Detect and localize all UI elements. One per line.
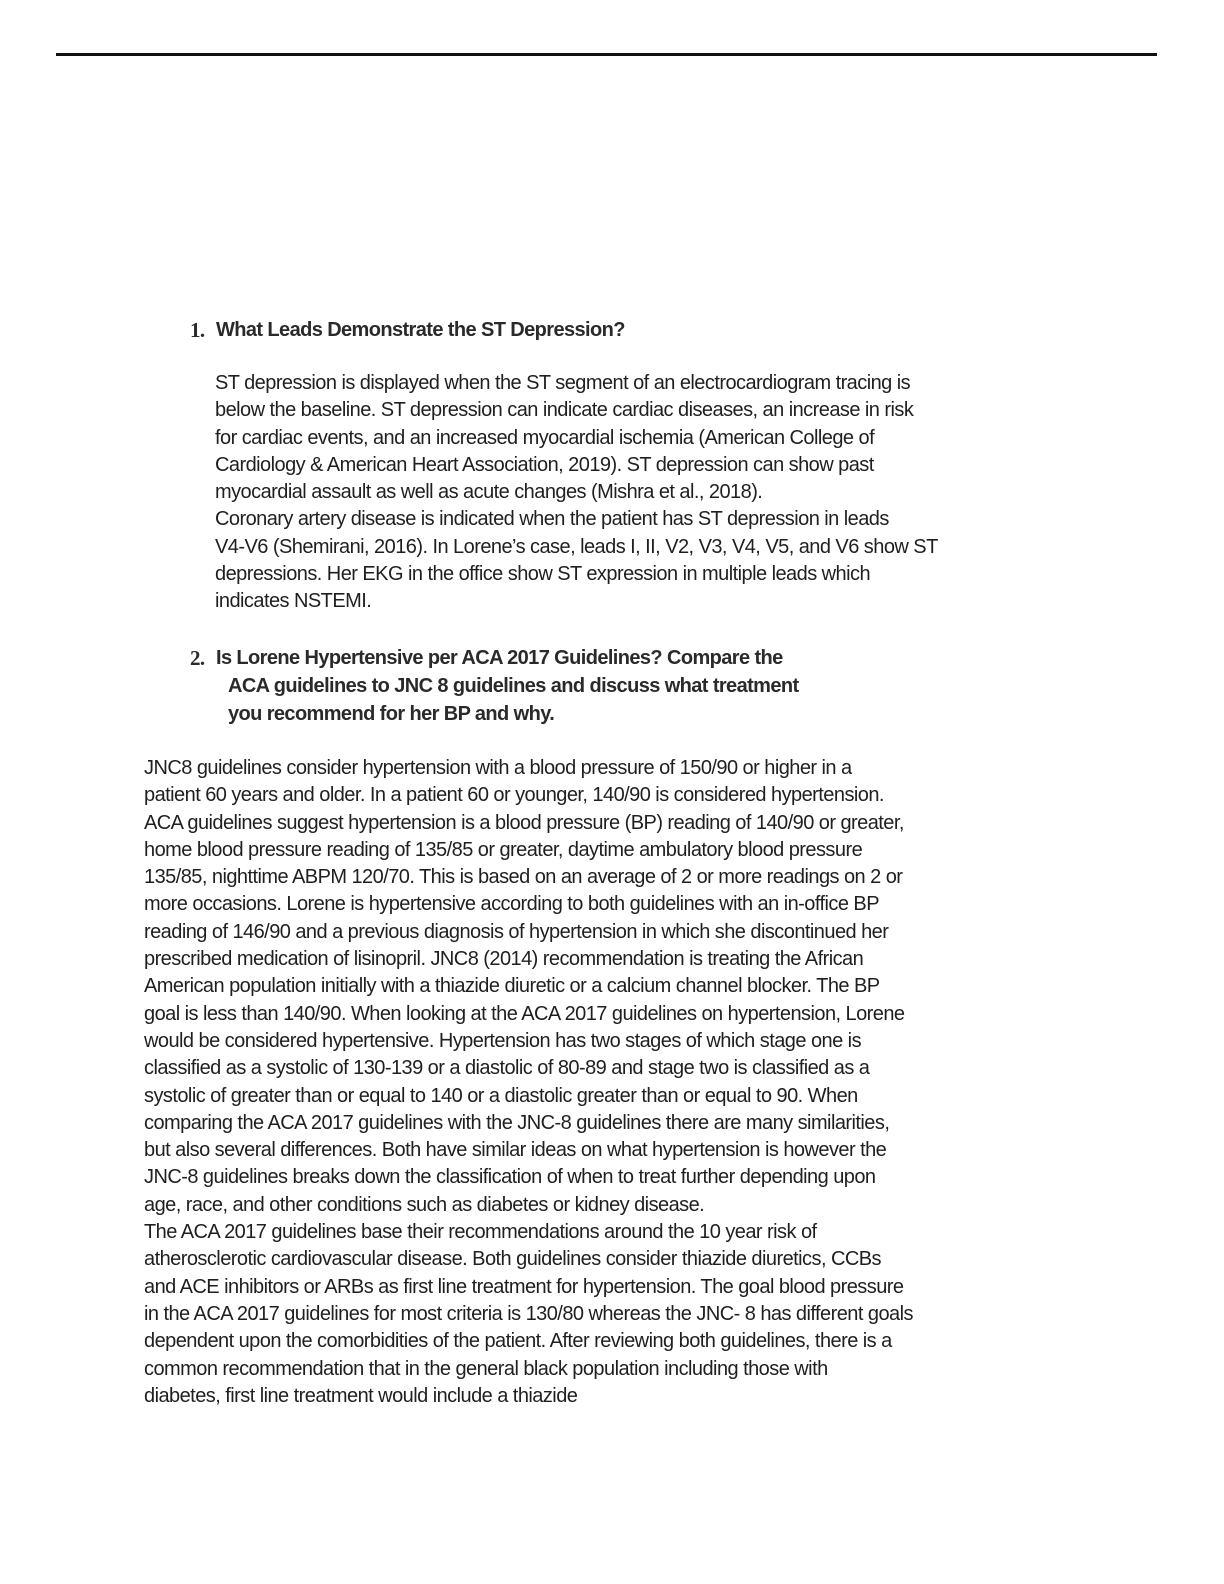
answer-line: reading of 146/90 and a previous diagnosis of hypertension in which she discontinued her (144, 920, 889, 943)
answer-line: and ACE inhibitors or ARBs as first line treatment for hypertension. The goal blood pressure (144, 1275, 904, 1298)
answer-line: would be considered hypertensive. Hypertension has two stages of which stage one is (144, 1029, 862, 1052)
question-2-title-line: you recommend for her BP and why. (228, 703, 555, 725)
answer-line: comparing the ACA 2017 guidelines with the JNC-8 guidelines there are many similarities, (144, 1111, 890, 1134)
answer-line: common recommendation that in the general black population including those with (144, 1357, 828, 1380)
answer-line: dependent upon the comorbidities of the patient. After reviewing both guidelines, there is a (144, 1330, 892, 1353)
answer-line: JNC-8 guidelines breaks down the classification of when to treat further depending upon (144, 1166, 876, 1189)
answer-line: home blood pressure reading of 135/85 or greater, daytime ambulatory blood pressure (144, 838, 863, 861)
question-2-title-line: ACA guidelines to JNC 8 guidelines and discuss what treatment (228, 675, 799, 697)
question-1-answer (215, 370, 1095, 616)
answer-line: atherosclerotic cardiovascular disease. Both guidelines consider thiazide diuretics, CCBs (144, 1248, 881, 1271)
answer-line: in the ACA 2017 guidelines for most criteria is 130/80 whereas the JNC- 8 has different goals (144, 1302, 913, 1325)
answer-line: prescribed medication of lisinopril. JNC8 (2014) recommendation is treating the African (144, 948, 864, 971)
answer-line: below the baseline. ST depression can indicate cardiac diseases, an increase in risk (215, 399, 914, 422)
question-1-heading (190, 316, 1090, 346)
question-2-number: 2. (190, 646, 205, 670)
answer-line: V4-V6 (Shemirani, 2016). In Lorene’s case, leads I, II, V2, V3, V4, V5, and V6 show ST (215, 535, 938, 558)
answer-line: Cardiology & American Heart Association, 2019). ST depression can show past (215, 453, 874, 476)
answer-line: depressions. Her EKG in the office show ST expression in multiple leads which (215, 563, 871, 586)
answer-line: patient 60 years and older. In a patient 60 or younger, 140/90 is considered hypertension. (144, 784, 884, 807)
answer-line: for cardiac events, and an increased myocardial ischemia (American College of (215, 426, 875, 449)
answer-line: goal is less than 140/90. When looking at the ACA 2017 guidelines on hypertension, Lorene (144, 1002, 905, 1025)
answer-line: The ACA 2017 guidelines base their recommendations around the 10 year risk of (144, 1221, 817, 1244)
answer-line: ST depression is displayed when the ST segment of an electrocardiogram tracing is (215, 372, 911, 394)
answer-line: ACA guidelines suggest hypertension is a blood pressure (BP) reading of 140/90 or greater, (144, 811, 904, 834)
answer-line: JNC8 guidelines consider hypertension with a blood pressure of 150/90 or higher in a (144, 757, 852, 779)
header-rule (56, 53, 1157, 56)
answer-line: Coronary artery disease is indicated when the patient has ST depression in leads (215, 508, 889, 531)
answer-line: 135/85, nighttime ABPM 120/70. This is based on an average of 2 or more readings on 2 or (144, 866, 903, 889)
question-2-heading (190, 644, 1090, 734)
question-2-title-line: Is Lorene Hypertensive per ACA 2017 Guidelines? Compare the (216, 647, 783, 669)
answer-line: more occasions. Lorene is hypertensive according to both guidelines with an in-office BP (144, 893, 880, 916)
question-1-title: What Leads Demonstrate the ST Depression? (216, 319, 625, 341)
answer-line: myocardial assault as well as acute changes (Mishra et al., 2018). (215, 481, 763, 504)
question-1-number: 1. (190, 318, 205, 342)
answer-line: American population initially with a thiazide diuretic or a calcium channel blocker. The BP (144, 975, 880, 998)
answer-line: classified as a systolic of 130-139 or a diastolic of 80-89 and stage two is classified as a (144, 1057, 870, 1080)
answer-line: systolic of greater than or equal to 140 or a diastolic greater than or equal to 90. When (144, 1084, 858, 1107)
answer-line: but also several differences. Both have similar ideas on what hypertension is however the (144, 1139, 887, 1162)
answer-line: age, race, and other conditions such as diabetes or kidney disease. (144, 1193, 705, 1216)
answer-line: diabetes, first line treatment would include a thiazide (144, 1384, 578, 1407)
answer-line: indicates NSTEMI. (215, 590, 372, 613)
question-2-answer (144, 755, 1084, 1410)
